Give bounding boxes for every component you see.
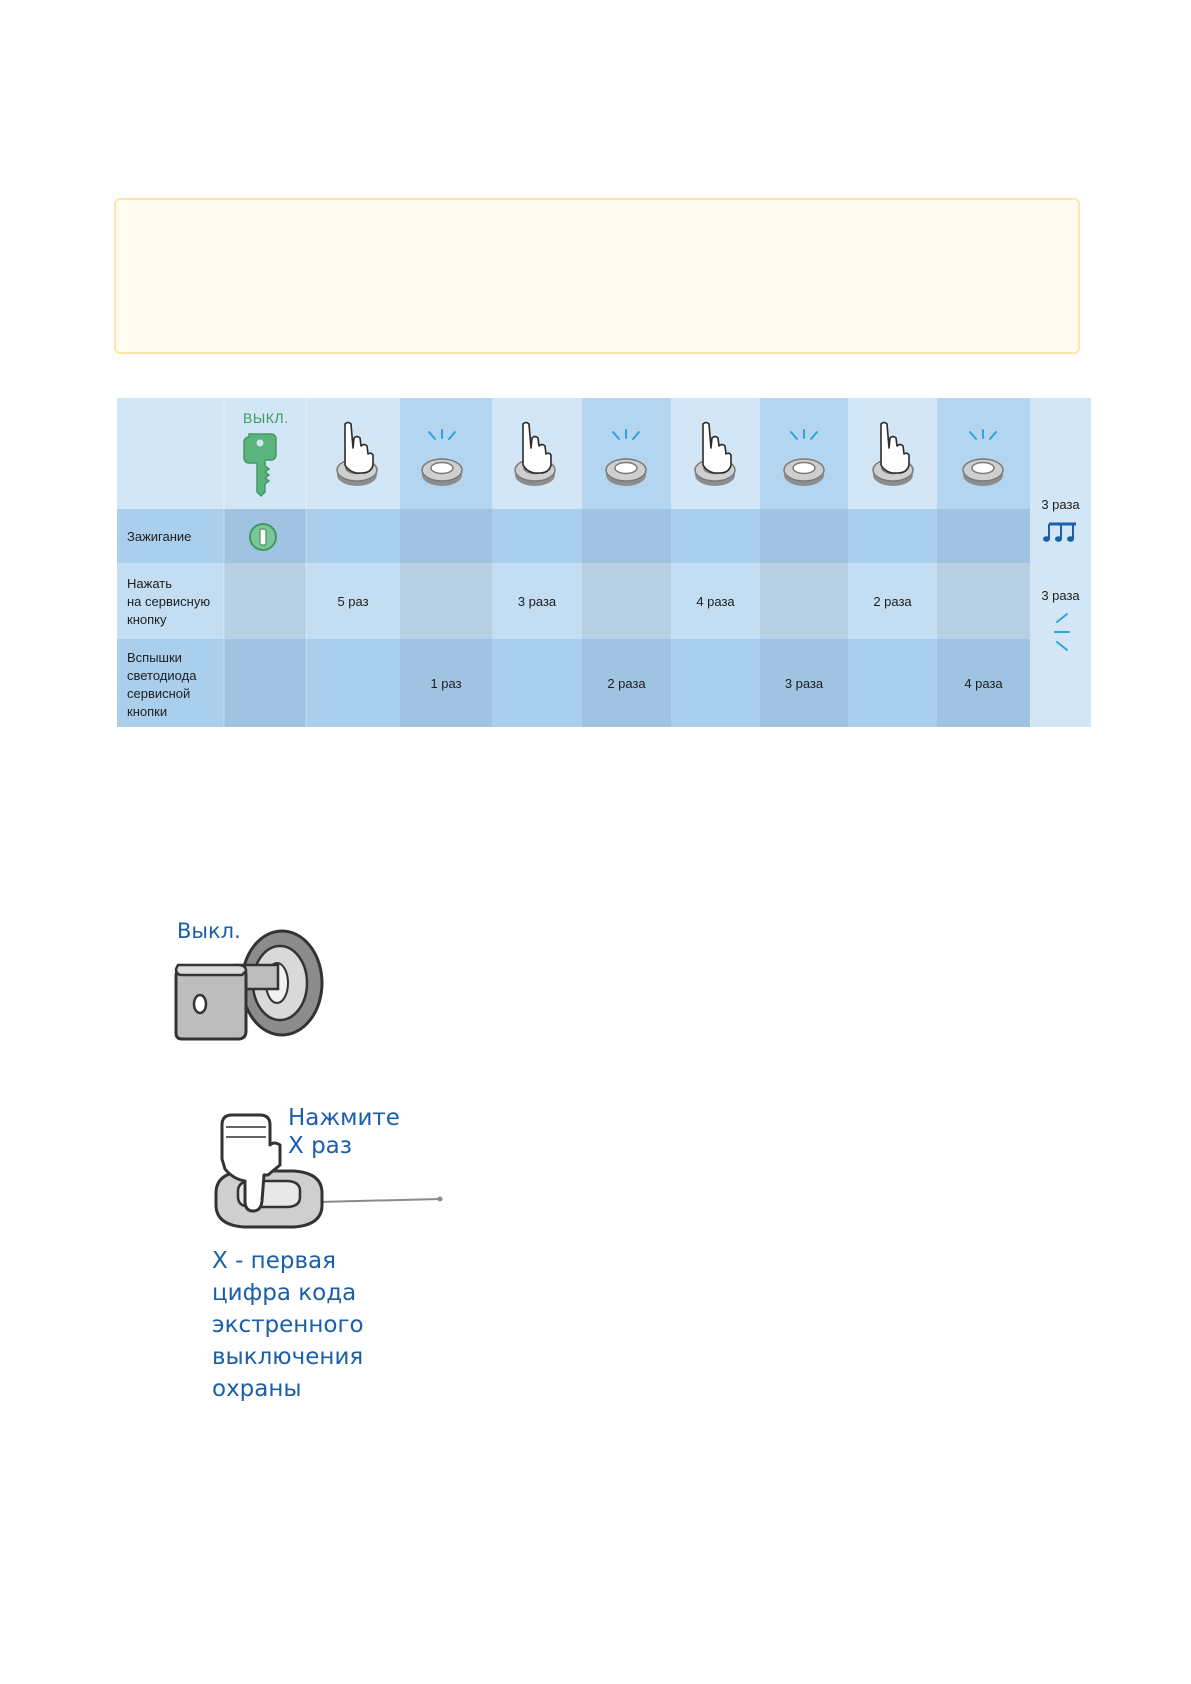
off-label: Выкл.	[177, 919, 241, 943]
music-notes-icon	[1042, 520, 1082, 544]
press-count: 2 раза	[873, 594, 912, 609]
key-ignition-icon	[174, 925, 324, 1060]
off-key-label: ВЫКЛ.	[243, 410, 289, 426]
flash-count: 3 раза	[784, 676, 824, 691]
flash-count: 2 раза	[607, 676, 646, 691]
row-label-flashes: Вспышки светодиода сервисной кнопки	[127, 650, 197, 719]
press-button-icon	[868, 420, 918, 490]
led-flash-icon	[417, 428, 467, 490]
press-label: Нажмите X раз	[288, 1105, 400, 1159]
press-button-icon	[332, 420, 382, 490]
led-flash-icon	[958, 428, 1008, 490]
note-box	[114, 198, 1080, 354]
press-count: 4 раза	[696, 594, 735, 609]
ignition-on-icon	[248, 522, 278, 552]
flash-count: 1 раз	[430, 676, 462, 691]
led-flash-icon	[601, 428, 651, 490]
press-button-icon	[510, 420, 560, 490]
press-caption: X - первая цифра кода экстренного выключения охраны	[212, 1248, 364, 1402]
flash-count: 4 раза	[964, 676, 1003, 691]
row-label-ignition: Зажигание	[127, 529, 192, 544]
press-button-icon	[690, 420, 740, 490]
green-key-icon	[243, 432, 279, 498]
led-flash-icon	[779, 428, 829, 490]
hand-press-button-icon	[208, 1113, 444, 1233]
press-count: 5 раз	[337, 594, 369, 609]
beep-count: 3 раза	[1041, 497, 1080, 512]
press-count: 3 раза	[517, 594, 557, 609]
row-label-press: Нажать на сервисную кнопку	[127, 576, 211, 627]
instruction-table	[117, 398, 1091, 727]
led-rays-icon	[1049, 610, 1075, 654]
confirm-flash-count: 3 раза	[1041, 588, 1080, 603]
